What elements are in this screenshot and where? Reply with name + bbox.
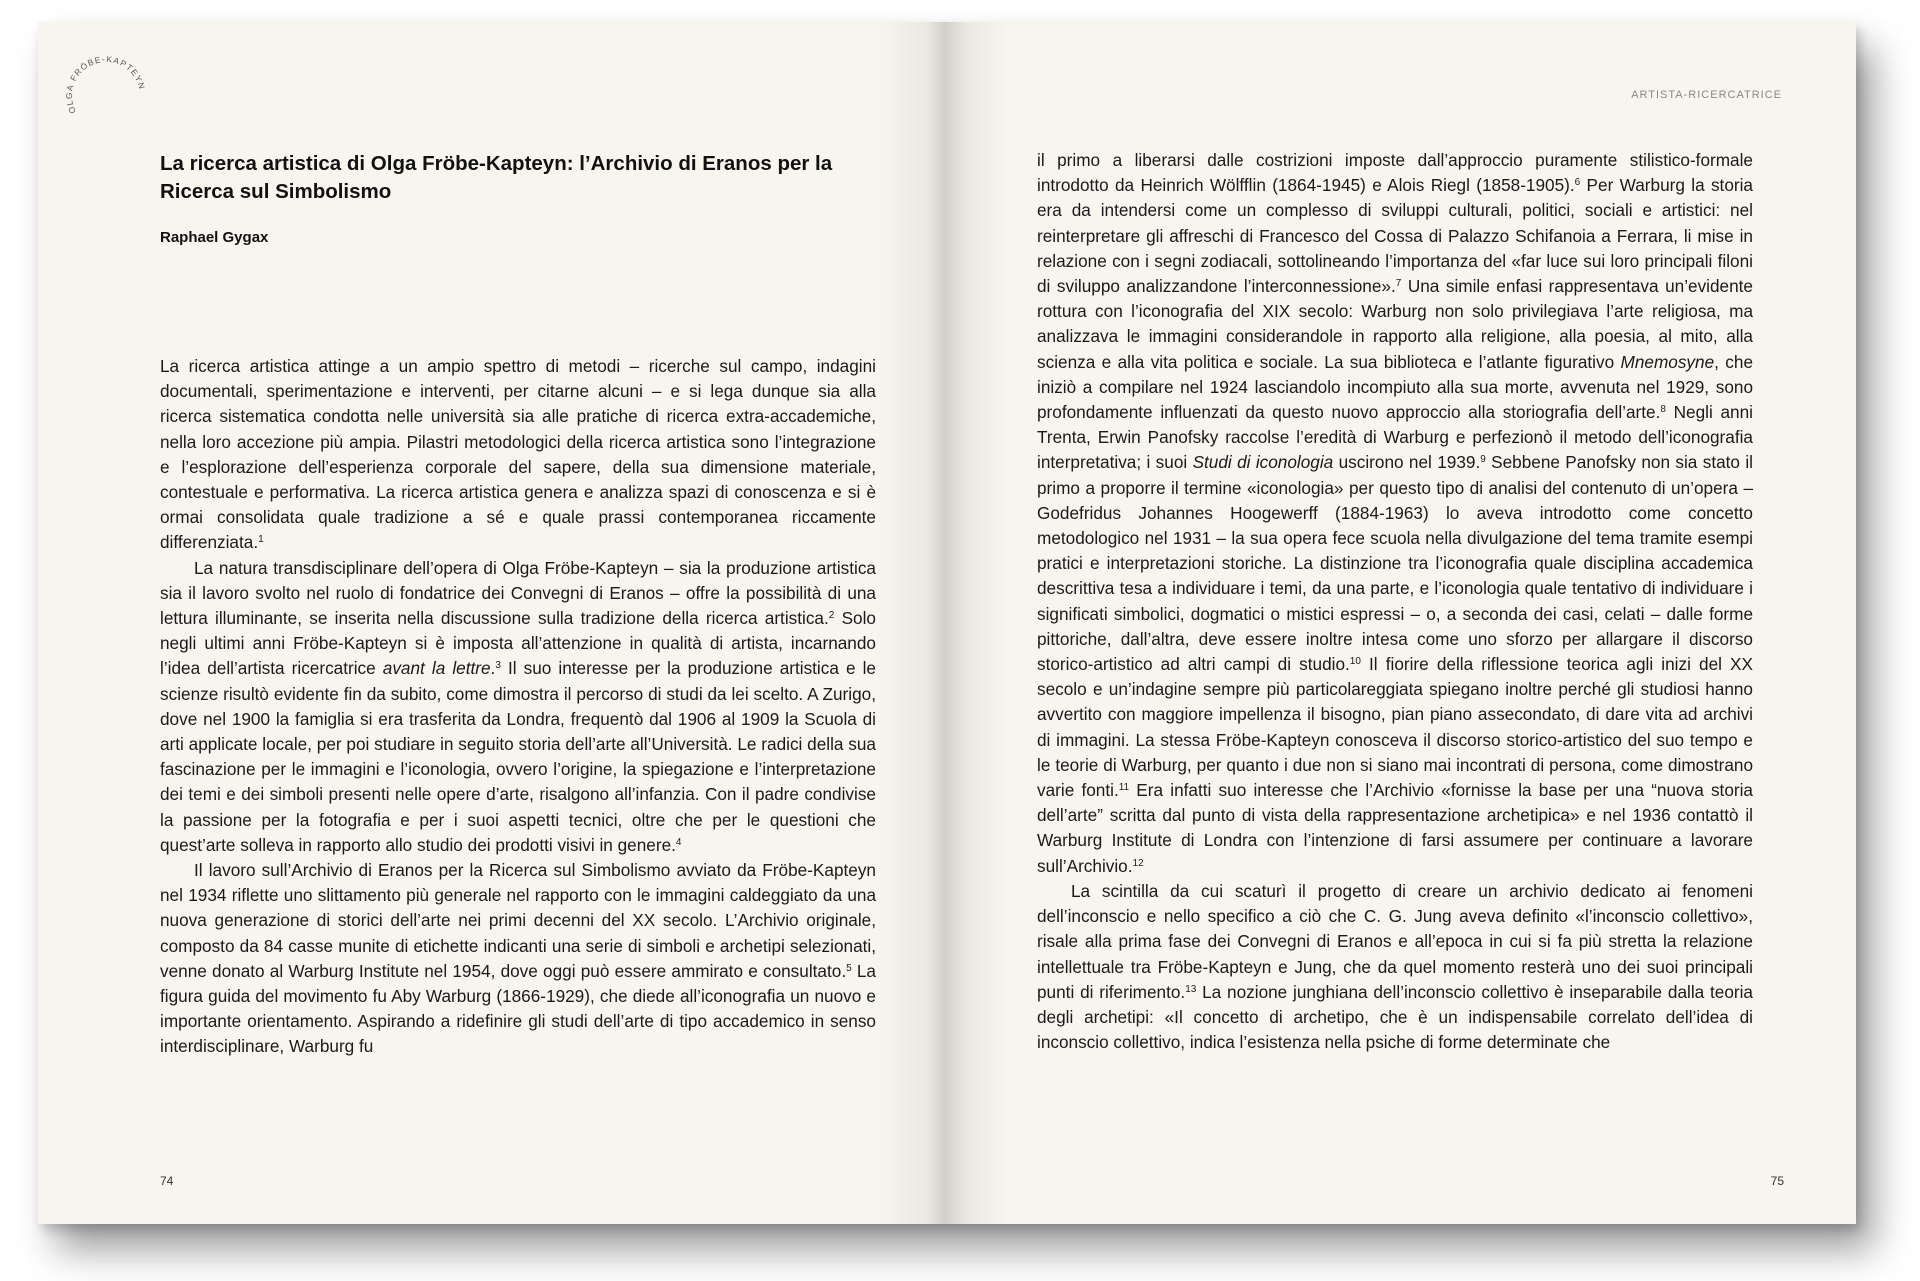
footnote-ref: 13	[1185, 983, 1197, 995]
footnote-ref: 2	[828, 610, 835, 622]
paragraph: La natura transdisciplinare dell’opera di Olga Fröbe-Kapteyn – sia la produzione artistica sia il lavoro svolto nel ruolo di fondatrice dei Convegni di Eranos – offre la possibilità di una lettura illuminante, se inserita nella discussione sulla tradizione della ricerca artistica.$^2$ Solo negli ultimi anni Fröbe-Kapteyn si è imposta all’attenzione in qualità di artista, incarnando l’idea dell’artista ricercatrice avant la lettre.$^3$ Il suo interesse per la produzione artistica e le scienze risultò evidente fin da subito, come dimostra il percorso di studi da lei scelto. A Zurigo, dove nel 1900 la famiglia si era trasferita da Londra, frequentò dal 1906 al 1909 la Scuola di arti applicate locale, per poi studiare in seguito storia dell’arte all’Università. Le radici della sua fascinazione per le immagini e l’iconologia, ovvero l’origine, la spiegazione e l’interpretazione dei temi e dei simboli presenti nelle opere d’arte, risalgono all’infanzia. Con il padre condivise la passione per la fotografia e per i suoi aspetti tecnici, oltre che per le questioni che quest’arte solleva in rapporto allo studio dei prodotti visivi in genere.$^4$	[160, 557, 876, 855]
italic-text: Studi di iconologia	[1192, 452, 1334, 473]
page-number: 74	[160, 1174, 174, 1188]
footnote-ref: 3	[495, 660, 501, 672]
paragraph: Il lavoro sull’Archivio di Eranos per la Ricerca sul Simbolismo avviato da Fröbe-Kapteyn nel 1934 riflette uno slittamento più generale nel rapporto con le immagini caldeggiato da una nuova generazione di storici dell’arte nei primi decenni del XX secolo. L’Archivio originale, composto da 84 casse munite di etichette indicanti una serie di simboli e archetipi selezionati, venne donato al Warburg Institute nel 1954, dove oggi può essere ammirato e consultato.$^5$ La figura guida del movimento fu Aby Warburg (1866-1929), che diede all’iconografia un nuovo e importante orientamento. Aspirando a ridefinire gli studi dell’arte di tipo accademico in senso interdisciplinare, Warburg fu	[160, 860, 876, 1057]
footnote-ref: 12	[1132, 857, 1144, 869]
running-head: ARTISTA-RICERCATRICE	[1631, 89, 1782, 101]
footnote-ref: 4	[675, 836, 682, 848]
footnote-ref: 9	[1480, 454, 1486, 466]
page-number: 75	[1770, 1174, 1784, 1188]
italic-text: Mnemosyne	[1620, 351, 1715, 372]
left-page	[38, 22, 947, 1224]
footnote-ref: 1	[258, 534, 264, 546]
author-circular-stamp	[62, 46, 152, 136]
article-title: La ricerca artistica di Olga Fröbe-Kapteyn: l’Archivio di Eranos per la Ricerca sul Simbolismo	[160, 152, 833, 203]
right-page	[947, 22, 1856, 1224]
paragraph: il primo a liberarsi dalle costrizioni imposte dall’approccio puramente stilistico-formale introdotto da Heinrich Wölfflin (1864-1945) e Alois Riegl (1858-1905).$^6$ Per Warburg la storia era da intendersi come un complesso di sviluppi culturali, politici, sociali e artistici: nel reinterpretare gli affreschi di Francesco del Cossa di Palazzo Schifanoia a Ferrara, li mise in relazione con i segni zodiacali, sottolineando l’importanza del «far luce sui loro principali filoni di sviluppo analizzandone l’interconnessione».$^7$ Una simile enfasi rappresentava un’evidente rottura con l’iconografia del XIX secolo: Warburg non solo privilegiava l’arte religiosa, ma analizzava le immagini considerandole in rapporto alla religione, alla poesia, al mito, alla scienza e alla vita politica e sociale. La sua biblioteca e l’atlante figurativo Mnemosyne, che iniziò a compilare nel 1924 lasciandolo incompiuto alla sua morte, avvenuta nel 1929, sono profondamente influenzati da questo nuovo approccio alla storiografia dell’arte.$^8$ Negli anni Trenta, Erwin Panofsky raccolse l’eredità di Warburg e perfezionò il metodo dell’iconografia interpretativa; i suoi Studi di iconologia uscirono nel 1939.$^9$ Sebbene Panofsky non sia stato il primo a proporre il termine «iconologia» per questo tipo di analisi del contenuto di un’opera – Godefridus Johannes Hoogewerff (1884-1963) lo aveva introdotto come concetto metodologico nel 1931 – la sua opera fece scuola nella divulgazione del tema tramite esempi pratici e interpretazioni storiche. La distinzione tra l’iconografia quale disciplina accademica descrittiva tesa a individuare i temi, da una parte, e l’iconologia quale tentativo di individuare i significati simbolici, dogmatici o mistici espressi – o, a seconda dei casi, celati – dalle forme pittoriche, dall’altra, deve essere inoltre intesa come uno sforzo per allargare il discorso storico-artistico ad altri campi di studio.$^{10}$ Il fiorire della riflessione teorica agli inizi del XX secolo e un’indagine sempre più particolareggiata spiegano inoltre perché gli studiosi hanno avvertito con maggiore impellenza il bisogno, pian piano assecondato, di dare vita ad archivi di immagini. La stessa Fröbe-Kapteyn conosceva il discorso storico-artistico del suo tempo e le teorie di Warburg, per quanto i due non si siano mai incontrati di persona, come dimostrano varie fonti.$^{11}$ Era infatti suo interesse che l’Archivio «fornisse la base per una “nuova storia dell’arte” scritta dal punto di vista della rappresentazione archetipica» e nel 1936 contattò il Warburg Institute di Londra con l’intenzione di farsi assumere per continuare a lavorare sull’Archivio.$^{12}$	[1037, 150, 1753, 876]
right-body-text	[1037, 148, 1753, 1055]
italic-text: avant la lettre	[382, 658, 491, 679]
paragraph: La ricerca artistica attinge a un ampio spettro di metodi – ricerche sul campo, indagini documentali, sperimentazione e interventi, per citarne alcuni – e si lega dunque sia alla ricerca sistematica condotta nelle università sia alle pratiche di ricerca extra-accademiche, nella loro accezione più ampia. Pilastri metodologici della ricerca artistica sono l’integrazione e l’esplorazione dell’esperienza corporale del sapere, della sua dimensione materiale, contestuale e performativa. La ricerca artistica genera e analizza spazi di conoscenza e si è ormai consolidata quale tradizione a sé e quale prassi contemporanea riccamente differenziata.$^1$	[160, 356, 876, 553]
footnote-ref: 11	[1118, 782, 1130, 794]
book-spread	[38, 22, 1856, 1224]
footnote-ref: 10	[1349, 656, 1361, 668]
article-author: Raphael Gygax	[160, 229, 269, 246]
footnote-ref: 5	[846, 962, 852, 974]
svg-text:OLGA FRÖBE-KAPTEYN	[64, 54, 148, 115]
side-stamp-text: OLGA FRÖBE-KAPTEYN	[63, 53, 148, 116]
left-body-text	[160, 354, 876, 1060]
footnote-ref: 6	[1574, 177, 1581, 189]
footnote-ref: 8	[1660, 404, 1666, 416]
paragraph: La scintilla da cui scaturì il progetto di creare un archivio dedicato ai fenomeni dell’inconscio e nello specifico a ciò che C. G. Jung aveva definito «l’inconscio collettivo», risale alla prima fase dei Convegni di Eranos e all’epoca in cui si fa più stretta la relazione intellettuale tra Fröbe-Kapteyn e Jung, che da quel momento resterà uno dei suoi principali punti di riferimento.$^{13}$ La nozione junghiana dell’inconscio collettivo è inseparabile dalla teoria degli archetipi: «Il concetto di archetipo, che è un indispensabile correlato dell’idea di inconscio collettivo, indica l’esistenza nella psiche di forme determinate che	[1037, 880, 1753, 1053]
footnote-ref: 7	[1395, 278, 1402, 290]
